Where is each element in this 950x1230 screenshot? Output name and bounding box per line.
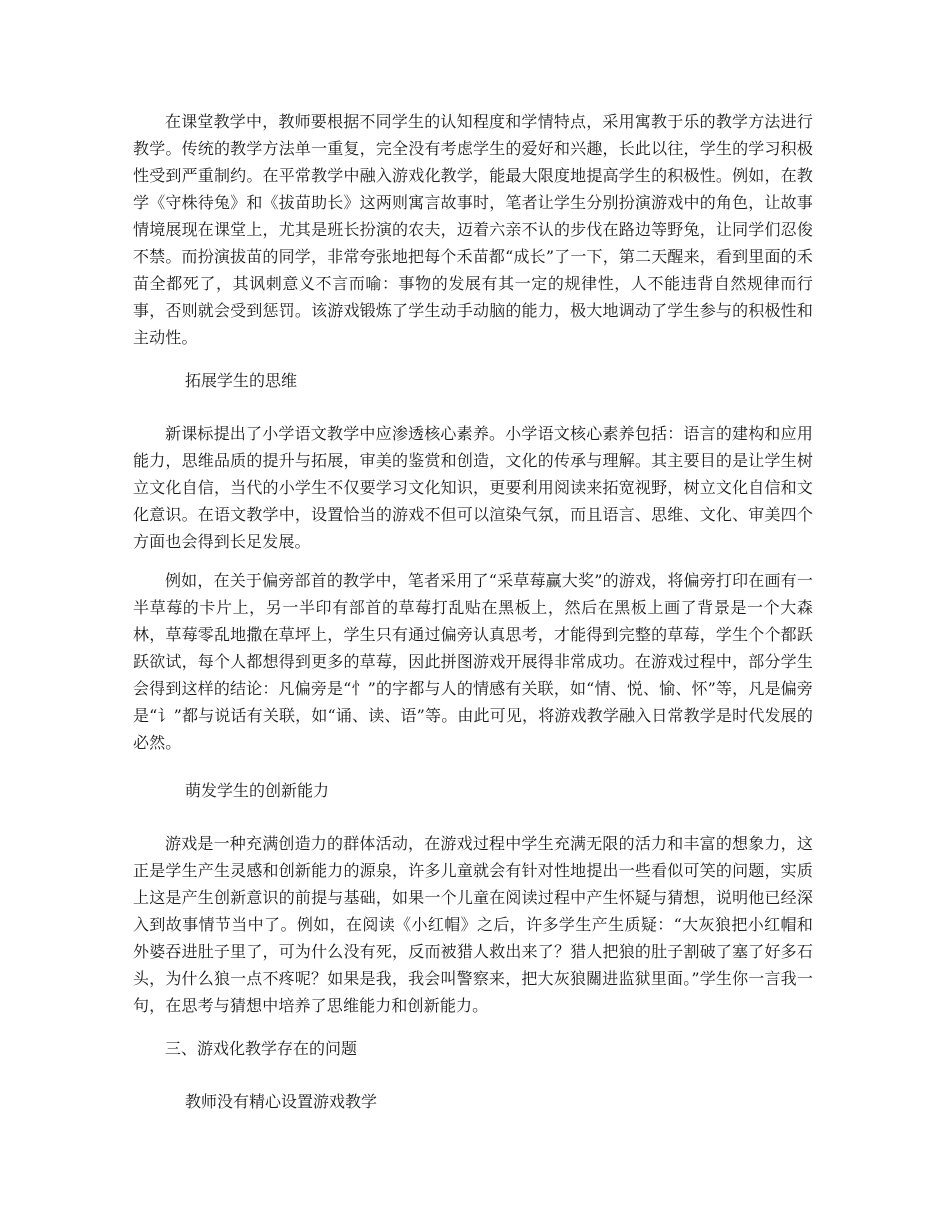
- paragraph-text: 在课堂教学中，教师要根据不同学生的认知程度和学情特点，采用寓教于乐的教学方法进行教学。传统的教学方法单一重复，完全没有考虑学生的爱好和兴趣，长此以往，学生的学习积极性受到严重制约。在平常教学中融入游戏化教学，能最大限度地提高学生的积极性。例如，在教学《守株待兔》和《拔苗助长》这两则寓言故事时，笔者让学生分别扮演游戏中的角色，让故事情境展现在课堂上，尤其是班长扮演的农夫，迈着六亲不认的步伐在路边等野兔，让同学们忍俊不禁。而扮演拔苗的同学，非常夸张地把每个禾苗都“成长”了一下，第二天醒来，看到里面的禾苗全都死了，其讽刺意义不言而喻：事物的发展有其一定的规律性，人不能违背自然规律而行事，否则就会受到惩罚。该游戏锻炼了学生动手动脑的能力，极大地调动了学生参与的积极性和主动性。: [133, 112, 813, 347]
- heading-text: 教师没有精心设置游戏教学: [185, 1092, 378, 1111]
- section-heading-expand-thinking: [133, 367, 813, 394]
- section-heading-creativity: [133, 777, 813, 804]
- section-heading-problems: [133, 1035, 813, 1062]
- heading-text: 萌发学生的创新能力: [185, 781, 330, 800]
- paragraph-text: 例如，在关于偏旁部首的教学中，笔者采用了“采草莓赢大奖”的游戏，将偏旁打印在画有一半草莓的卡片上，另一半印有部首的草莓打乱贴在黑板上，然后在黑板上画了背景是一个大森林，草莓零乱地撒在草坪上，学生只有通过偏旁认真思考，才能得到完整的草莓，学生个个都跃跃欲试，每个人都想得到更多的草莓，因此拼图游戏开展得非常成功。在游戏过程中，部分学生会得到这样的结论：凡偏旁是“忄”的字都与人的情感有关联，如“情、悦、愉、怀”等，凡是偏旁是“讠”都与说话有关联，如“诵、读、语”等。由此可见，将游戏教学融入日常教学是时代发展的必然。: [133, 571, 813, 752]
- heading-text: 三、游戏化教学存在的问题: [165, 1039, 358, 1058]
- paragraph-roleplay-example: [133, 108, 813, 351]
- paragraph-text: 游戏是一种充满创造力的群体活动，在游戏过程中学生充满无限的活力和丰富的想象力，这正是学生产生灵感和创新能力的源泉，许多儿童就会有针对性地提出一些看似可笑的问题，实质上这是产生创新意识的前提与基础，如果一个儿童在阅读过程中产生怀疑与猜想，说明他已经深入到故事情节当中了。例如，在阅读《小红帽》之后，许多学生产生质疑：“大灰狼把小红帽和外婆吞进肚子里了，可为什么没有死，反而被猎人救出来了？猎人把狼的肚子割破了塞了好多石头，为什么狼一点不疼呢？如果是我，我会叫警察来，把大灰狼關进监狱里面。”学生你一言我一句，在思考与猜想中培养了思维能力和创新能力。: [133, 834, 813, 1015]
- paragraph-radical-game: [133, 567, 813, 756]
- subsection-heading-teacher-design: [133, 1088, 813, 1115]
- paragraph-creativity: [133, 830, 813, 1019]
- heading-text: 拓展学生的思维: [185, 371, 298, 390]
- paragraph-core-literacy: [133, 420, 813, 555]
- paragraph-text: 新课标提出了小学语文教学中应渗透核心素养。小学语文核心素养包括：语言的建构和应用能力，思维品质的提升与拓展，审美的鉴赏和创造，文化的传承与理解。其主要目的是让学生树立文化自信，当代的小学生不仅要学习文化知识，更要利用阅读来拓宽视野，树立文化自信和文化意识。在语文教学中，设置恰当的游戏不但可以渲染气氛，而且语言、思维、文化、审美四个方面也会得到长足发展。: [133, 424, 813, 551]
